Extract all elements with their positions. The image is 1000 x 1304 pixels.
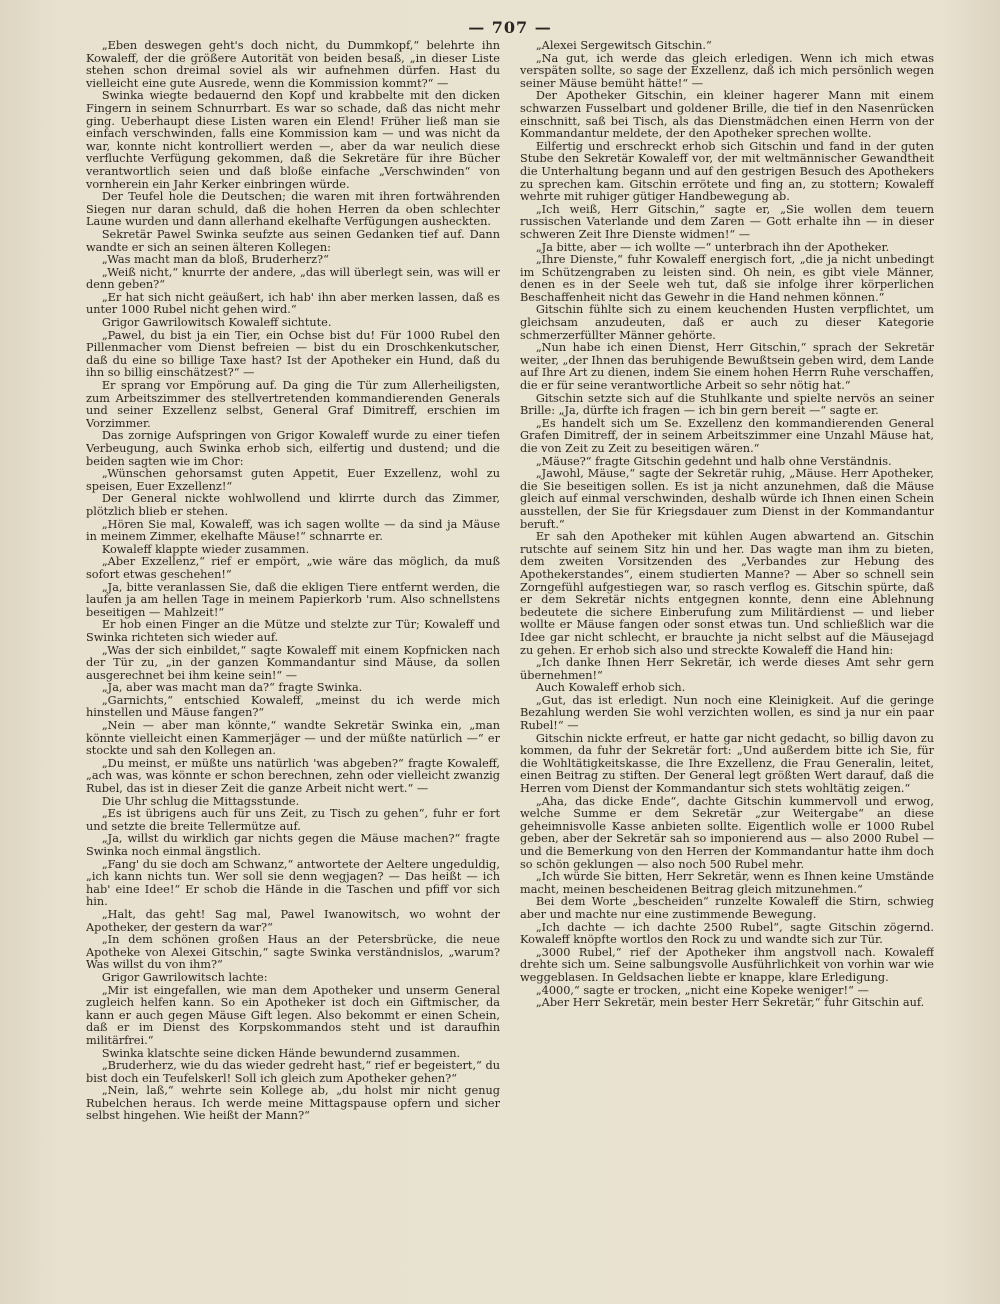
- paragraph: „Bruderherz, wie du das wieder gedreht hast,“ rief er begeistert,“ du bist doch ein Teufelskerl! Soll ich gleich zum Apotheker gehen?“: [86, 1059, 500, 1085]
- paragraph: Eilfertig und erschreckt erhob sich Gitschin und fand in der guten Stube den Sekretär Kowaleff vor, der mit weltmännischer Gewandtheit die Unterhaltung begann und auf den gestrigen Besuch des Apothekers zu sprechen kam. Gitschin errötete und fing an, zu stottern; Kowaleff wehrte mit ruhiger gütiger Handbewegung ab.: [520, 139, 934, 204]
- paragraph: „Eben deswegen geht's doch nicht, du Dummkopf,“ belehrte ihn Kowaleff, der die größere Autorität von beiden besaß, „in dieser Liste stehen schon dreimal soviel als wir aufnehmen dürfen. Hast du vielleicht eine gute Ausrede, wenn die Kommission kommt?“ —: [86, 40, 500, 90]
- paragraph: Gitschin fühlte sich zu einem keuchenden Husten verpflichtet, um gleichsam anzudeuten, daß er auch zu dieser Kategorie schmerzerfüllter Männer gehörte.: [520, 303, 934, 342]
- text-columns: [86, 40, 934, 1290]
- paragraph: „Aha, das dicke Ende“, dachte Gitschin kummervoll und erwog, welche Summe er dem Sekretär „zur Weitergabe“ an diese geheimnisvolle Kasse anbieten sollte. Eigentlich wolle er 1000 Rubel geben, aber der Sekretär sah so imponierend aus — also 2000 Rubel — und die Bemerkung von den Herren der Kommandantur hatte ihm doch so schön geklungen — also noch 500 Rubel mehr.: [520, 794, 934, 871]
- paragraph: „Ja, willst du wirklich gar nichts gegen die Mäuse machen?“ fragte Swinka noch einmal ängstlich.: [86, 832, 500, 858]
- paragraph: Grigor Gawrilowitsch Kowaleff sichtute.: [101, 316, 332, 330]
- paragraph: Der General nickte wohlwollend und klirrte durch das Zimmer, plötzlich blieb er stehen.: [86, 492, 500, 518]
- paragraph: „Na gut, ich werde das gleich erledigen. Wenn ich mich etwas verspäten sollte, so sage der Exzellenz, daß ich mich persönlich wegen seiner Mäuse bemüht hätte!“ —: [520, 51, 934, 90]
- paragraph: „Ja bitte, aber — ich wollte —“ unterbrach ihn der Apotheker.: [535, 240, 890, 254]
- paragraph: „Nein — aber man könnte,“ wandte Sekretär Swinka ein, „man könnte vielleicht einen Kammerjäger — und der müßte natürlich —“ er stockte und sah den Kollegen an.: [86, 719, 500, 758]
- paragraph: „Gut, das ist erledigt. Nun noch eine Kleinigkeit. Auf die geringe Bezahlung werden Sie wohl verzichten wollen, es sind ja nur ein paar Rubel!“ —: [520, 693, 934, 733]
- paragraph: „Garnichts,“ entschied Kowaleff, „meinst du ich werde mich hinstellen und Mäuse fangen?“: [86, 693, 500, 720]
- paragraph: „Was macht man da bloß, Bruderherz?“: [101, 253, 329, 267]
- paragraph: Er hob einen Finger an die Mütze und stelzte zur Tür; Kowaleff und Swinka richteten sich wieder auf.: [86, 618, 500, 644]
- paragraph: „Aber Exzellenz,“ rief er empört, „wie wäre das möglich, da muß sofort etwas geschehen!“: [86, 555, 500, 581]
- paragraph: „Ich würde Sie bitten, Herr Sekretär, wenn es Ihnen keine Umstände macht, meinen bescheidenen Beitrag gleich mitzunehmen.“: [520, 870, 934, 896]
- paragraph: „Er hat sich nicht geäußert, ich hab' ihn aber merken lassen, daß es unter 1000 Rubel nicht gehen wird.“: [86, 290, 500, 317]
- paragraph: Auch Kowaleff erhob sich.: [535, 681, 686, 695]
- paragraph: Das zornige Aufspringen von Grigor Kowaleff wurde zu einer tiefen Verbeugung, auch Swinka erhob sich, eilfertig und dustend; und die beiden sagten wie im Chor:: [86, 429, 500, 468]
- paragraph: „Mäuse?“ fragte Gitschin gedehnt und halb ohne Verständnis.: [535, 454, 892, 468]
- paragraph: Die Uhr schlug die Mittagsstunde.: [101, 794, 300, 808]
- paragraph: Sekretär Pawel Swinka seufzte aus seinen Gedanken tief auf. Dann wandte er sich an seinen älteren Kollegen:: [86, 227, 500, 254]
- paragraph: „Aber Herr Sekretär, mein bester Herr Sekretär,“ fuhr Gitschin auf.: [535, 996, 925, 1010]
- paragraph: „Fang' du sie doch am Schwanz,“ antwortete der Aeltere ungeduldig, „ich kann nichts tun. Wer soll sie denn wegjagen? — Das heißt — ich hab' eine Idee!“ Er schob die Hände in die Taschen und pfiff vor sich hin.: [86, 857, 500, 909]
- paragraph: „Nein, laß,“ wehrte sein Kollege ab, „du holst mir nicht genug Rubelchen heraus. Ich werde meine Mittagspause opfern und sicher selbst hingehen. Wie heißt der Mann?“: [86, 1084, 500, 1123]
- paragraph: Kowaleff klappte wieder zusammen.: [101, 542, 310, 556]
- page-number: — 707 —: [468, 18, 552, 37]
- paragraph: „Ja, bitte veranlassen Sie, daß die ekligen Tiere entfernt werden, die laufen ja am hellen Tage in meinem Papierkorb 'rum. Also schnellstens beseitigen — Mahlzeit!“: [86, 580, 500, 619]
- paragraph: „Du meinst, er müßte uns natürlich 'was abgeben?“ fragte Kowaleff, „ach was, was könnte er schon berechnen, zehn oder vielleicht zwanzig Rubel, das ist in dieser Zeit die ganze Arbeit nicht wert.“ —: [86, 756, 500, 796]
- paragraph: „In dem schönen großen Haus an der Petersbrücke, die neue Apotheke von Alexei Gitschin,“ sagte Swinka verständnislos, „warum? Was willst du von ihm?“: [86, 933, 500, 972]
- paragraph: „Ich dachte — ich dachte 2500 Rubel“, sagte Gitschin zögernd. Kowaleff knöpfte wortlos den Rock zu und wandte sich zur Tür.: [520, 920, 934, 947]
- paragraph: „Was der sich einbildet,“ sagte Kowaleff mit einem Kopfnicken nach der Tür zu, „in der ganzen Kommandantur sind Mäuse, da sollen ausgerechnet bei ihm keine sein!“ —: [86, 643, 500, 682]
- paragraph: Swinka klatschte seine dicken Hände bewundernd zusammen.: [101, 1046, 461, 1060]
- paragraph: Swinka wiegte bedauernd den Kopf und krabbelte mit den dicken Fingern in seinem Schnurrbart. Es war so schade, daß das nicht mehr ging. Ueberhaupt diese Listen waren ein Elend! Früher ließ man sie einfach verschwinden, falls eine Kommission kam — und was nicht da war, konnte nicht kontrolliert werden —, aber da war neulich diese verfluchte Verfügung gekommen, daß die Sekretäre für ihre Bücher verantwortlich seien und daß bloße einfache „Verschwinden“ von vornherein ein Jahr Kerker einbringen würde.: [86, 89, 500, 191]
- paragraph: „4000,“ sagte er trocken, „nicht eine Kopeke weniger!“ —: [535, 983, 869, 997]
- paragraph: „Jawohl, Mäuse,“ sagte der Sekretär ruhig, „Mäuse. Herr Apotheker, die Sie beseitigen sollen. Es ist ja nicht anzunehmen, daß die Mäuse gleich auf einmal verschwinden, deshalb würde ich Ihnen einen Schein ausstellen, der Sie für Kriegsdauer zum Dienst in der Kommandantur beruft.“: [520, 467, 934, 531]
- left-column: [86, 40, 500, 1290]
- paragraph: „3000 Rubel,“ rief der Apotheker ihm angstvoll nach. Kowaleff drehte sich um. Seine salbungsvolle Ausführlichkeit von vorhin war wie weggeblasen. In Geldsachen liebte er knappe, klare Erledigung.: [520, 945, 934, 984]
- paragraph: Gitschin nickte erfreut, er hatte gar nicht gedacht, so billig davon zu kommen, da fuhr der Sekretär fort: „Und außerdem bitte ich Sie, für die Wohltätigkeitskasse, die Ihre Exzellenz, die Frau Generalin, leitet, einen Beitrag zu stiften. Der General legt größten Wert darauf, daß die Herren vom Dienst der Kommandantur sich stets wohltätig zeigen.“: [520, 731, 934, 796]
- paragraph: „Pawel, du bist ja ein Tier, ein Ochse bist du! Für 1000 Rubel den Pillenmacher vom Dienst befreien — bist du ein Droschkenkutscher, daß du eine so billige Taxe hast? Ist der Apotheker ein Hund, daß du ihn so billig einschätzest?“ —: [86, 328, 500, 380]
- paragraph: „Es handelt sich um Se. Exzellenz den kommandierenden General Grafen Dimitreff, der in seinem Arbeitszimmer eine Unzahl Mäuse hat, die von Zeit zu Zeit zu beseitigen wären.“: [520, 416, 934, 455]
- paragraph: „Ja, aber was macht man da?“ fragte Swinka.: [101, 681, 363, 695]
- paragraph: Bei dem Worte „bescheiden“ runzelte Kowaleff die Stirn, schwieg aber und machte nur eine zustimmende Bewegung.: [520, 895, 934, 921]
- paragraph: Der Apotheker Gitschin, ein kleiner hagerer Mann mit einem schwarzen Fusselbart und goldener Brille, die tief in den Nasenrücken einschnitt, saß bei Tisch, als das Dienstmädchen einen Herrn von der Kommandantur meldete, der den Apotheker sprechen wollte.: [520, 89, 934, 141]
- paragraph: „Weiß nicht,“ knurrte der andere, „das will überlegt sein, was will er denn geben?“: [86, 265, 500, 292]
- paragraph: „Ich danke Ihnen Herr Sekretär, ich werde dieses Amt sehr gern übernehmen!“: [520, 656, 934, 682]
- paragraph: „Alexei Sergewitsch Gitschin.“: [535, 40, 712, 52]
- paragraph: „Nun habe ich einen Dienst, Herr Gitschin,“ sprach der Sekretär weiter, „der Ihnen das beruhigende Bewußtsein geben wird, dem Lande auf Ihre Art zu dienen, indem Sie einem hohen Herrn Ruhe verschaffen, die er für seine verantwortliche Arbeit so sehr nötig hat.“: [520, 341, 934, 393]
- paragraph: „Hören Sie mal, Kowaleff, was ich sagen wollte — da sind ja Mäuse in meinem Zimmer, ekelhafte Mäuse!“ schnarrte er.: [86, 517, 500, 544]
- paragraph: Er sprang vor Empörung auf. Da ging die Tür zum Allerheiligsten, zum Arbeitszimmer des stellvertretenden kommandierenden Generals und seiner Exzellenz selbst, General Graf Dimitreff, erschien im Vorzimmer.: [86, 379, 500, 430]
- paragraph: „Ich weiß, Herr Gitschin,“ sagte er, „Sie wollen dem teuern russischen Vaterlande und dem Zaren — Gott erhalte ihn — in dieser schweren Zeit Ihre Dienste widmen!“ —: [520, 202, 934, 241]
- paragraph: Der Teufel hole die Deutschen; die waren mit ihren fortwährenden Siegen nur daran schuld, daß die hohen Herren da oben schlechter Laune wurden und dann allerhand ekelhafte Verfügungen ausheckten.: [86, 190, 500, 229]
- paragraph: „Mir ist eingefallen, wie man dem Apotheker und unserm General zugleich helfen kann. So ein Apotheker ist doch ein Giftmischer, da kann er auch gegen Mäuse Gift legen. Also bekommt er einen Schein, daß er im Dienst des Korpskommandos steht und ist daraufhin militärfrei.“: [86, 983, 500, 1047]
- paragraph: Grigor Gawrilowitsch lachte:: [101, 970, 268, 984]
- paragraph: „Halt, das geht! Sag mal, Pawel Iwanowitsch, wo wohnt der Apotheker, der gestern da war?“: [86, 907, 500, 934]
- paragraph: Er sah den Apotheker mit kühlen Augen abwartend an. Gitschin rutschte auf seinem Sitz hin und her. Das wagte man ihm zu bieten, dem zweiten Vorsitzenden des „Verbandes zur Hebung des Apothekerstandes“, einem studierten Manne? — Aber so schnell sein Zorngefühl aufgestiegen war, so rasch verflog es. Gitschin spürte, daß er dem Sekretär nichts entgegnen konnte, denn eine Ablehnung bedeutete die sichere Einberufung zum Militärdienst — und lieber wollte er Mäuse fangen oder sonst etwas tun. Und schließlich war die Idee gar nicht schlecht, er brauchte ja nicht selbst auf die Mäusejagd zu gehen. Er erhob sich also und streckte Kowaleff die Hand hin:: [520, 530, 934, 657]
- paragraph: „Wünschen gehorsamst guten Appetit, Euer Exzellenz, wohl zu speisen, Euer Exzellenz!“: [86, 467, 500, 493]
- right-column: [520, 40, 934, 1290]
- paragraph: „Ihre Dienste,“ fuhr Kowaleff energisch fort, „die ja nicht unbedingt im Schützengraben zu leisten sind. Oh nein, es gibt viele Männer, denen es in der Seele weh tut, daß sie infolge ihrer körperlichen Beschaffenheit nicht das Gewehr in die Hand nehmen können.“: [520, 253, 934, 304]
- paragraph: „Es ist übrigens auch für uns Zeit, zu Tisch zu gehen“, fuhr er fort und setzte die breite Tellermütze auf.: [86, 807, 500, 833]
- paragraph: Gitschin setzte sich auf die Stuhlkante und spielte nervös an seiner Brille: „Ja, dürfte ich fragen — ich bin gern bereit —“ sagte er.: [520, 391, 934, 418]
